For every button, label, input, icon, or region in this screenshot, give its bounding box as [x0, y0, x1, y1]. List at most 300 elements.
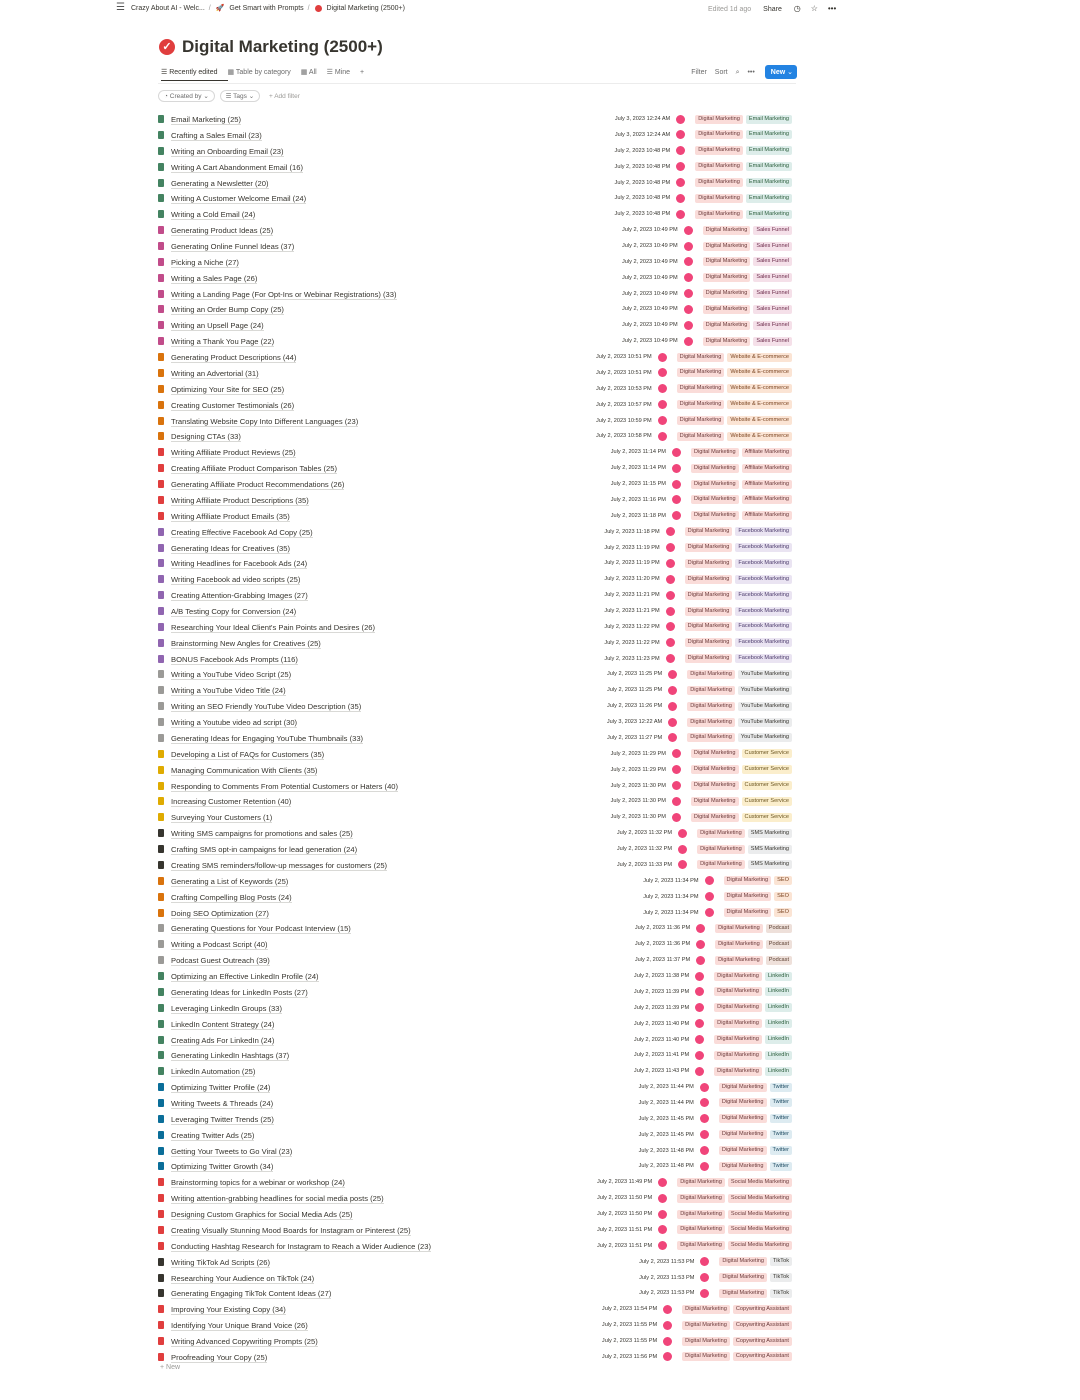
page-icon	[158, 623, 164, 631]
page-icon	[158, 1274, 164, 1282]
page-title-link[interactable]: Optimizing Twitter Profile (24)	[171, 1083, 271, 1093]
page-title-link[interactable]: Generating Ideas for LinkedIn Posts (27)	[171, 987, 308, 997]
page-title-link[interactable]: Writing a Landing Page (For Opt-Ins or Webinar Registrations) (33)	[171, 289, 397, 299]
page-title-link[interactable]: Picking a Niche (27)	[171, 257, 239, 267]
edited-date: July 2, 2023 11:49 PM	[596, 1179, 653, 1186]
edited-date: July 2, 2023 11:55 PM	[601, 1322, 658, 1329]
page-title-link[interactable]: Brainstorming topics for a webinar or workshop (24)	[171, 1178, 345, 1188]
page-title-link[interactable]: Writing an SEO Friendly YouTube Video Description (35)	[171, 702, 362, 712]
list-item[interactable]	[158, 287, 798, 302]
search-icon[interactable]: ⌕	[735, 69, 740, 76]
page-title-link[interactable]: Optimizing Twitter Growth (34)	[171, 1162, 274, 1172]
edited-date: July 2, 2023 11:18 PM	[604, 528, 660, 535]
list-item[interactable]	[158, 1223, 798, 1238]
page-title-link[interactable]: Writing an Onboarding Email (23)	[171, 146, 284, 156]
edited-date: July 2, 2023 11:32 PM	[616, 846, 673, 852]
list-item[interactable]	[158, 1318, 798, 1333]
clock-icon[interactable]: ◷	[793, 4, 801, 13]
category-tag: Podcast	[766, 956, 792, 965]
edited-date: July 2, 2023 11:54 PM	[601, 1306, 658, 1313]
list-item[interactable]	[158, 1048, 798, 1063]
page-title-link[interactable]: Email Marketing (25)	[171, 115, 242, 124]
avatar	[666, 638, 675, 647]
category-tag: Customer Service	[742, 797, 792, 806]
avatar	[672, 495, 681, 504]
edited-status: Edited 1d ago	[708, 6, 752, 13]
page-icon	[158, 528, 164, 536]
category-tag: Affiliate Marketing	[742, 448, 792, 457]
tab-all[interactable]	[301, 68, 317, 76]
list-item[interactable]	[158, 779, 798, 794]
tag-digital-marketing: Digital Marketing	[687, 718, 735, 727]
tag-digital-marketing: Digital Marketing	[724, 876, 772, 885]
list-item[interactable]	[158, 826, 798, 841]
page-icon	[158, 1289, 164, 1297]
page-title-link[interactable]: Podcast Guest Outreach (39)	[171, 956, 270, 966]
tag-digital-marketing: Digital Marketing	[719, 1257, 767, 1266]
page-icon	[158, 179, 164, 187]
page-title-link[interactable]: Writing an Advertorial (31)	[171, 368, 259, 378]
list-item[interactable]	[158, 985, 798, 1000]
page-title-link[interactable]: Increasing Customer Retention (40)	[171, 797, 292, 807]
edited-date: July 2, 2023 11:20 PM	[604, 576, 660, 583]
category-tag: Website & E-commerce	[727, 384, 792, 393]
category-tag: Customer Service	[742, 749, 792, 758]
list-item[interactable]	[158, 255, 798, 270]
page-title-link[interactable]: Researching Your Ideal Client's Pain Points and Desires (26)	[171, 622, 376, 632]
tag-digital-marketing: Digital Marketing	[714, 1051, 762, 1060]
category-tag: Facebook Marketing	[735, 527, 792, 536]
list-item[interactable]	[158, 1302, 798, 1317]
page-title-link[interactable]: Doing SEO Optimization (27)	[171, 908, 269, 918]
page-title-link[interactable]: BONUS Facebook Ads Prompts (116)	[171, 654, 298, 664]
page-title-link[interactable]: Writing Headlines for Facebook Ads (24)	[171, 559, 308, 569]
page-icon	[158, 1131, 164, 1139]
list-item[interactable]	[158, 239, 798, 254]
page-title-link[interactable]: Crafting SMS opt-in campaigns for lead generation (24)	[171, 845, 358, 854]
tag-digital-marketing: Digital Marketing	[677, 416, 725, 425]
list-item[interactable]	[158, 1001, 798, 1016]
page-icon	[158, 750, 164, 758]
list-item[interactable]	[158, 223, 798, 238]
page-title-link[interactable]: Creating Affiliate Product Comparison Tables (25)	[171, 464, 338, 474]
edited-date: July 3, 2023 12:24 AM	[614, 131, 671, 138]
tag-digital-marketing: Digital Marketing	[714, 1067, 762, 1076]
page-title-link[interactable]: Crafting a Sales Email (23)	[171, 130, 262, 140]
avatar	[676, 194, 685, 203]
list-item[interactable]	[158, 731, 798, 746]
page-title-link[interactable]: Improving Your Existing Copy (34)	[171, 1305, 286, 1315]
avatar	[672, 797, 681, 806]
page-title-link[interactable]: Designing Custom Graphics for Social Media Ads (25)	[171, 1210, 353, 1219]
list-item[interactable]	[158, 572, 798, 587]
tag-digital-marketing: Digital Marketing	[677, 1194, 725, 1203]
tag-digital-marketing: Digital Marketing	[682, 1337, 730, 1346]
page-title-link[interactable]: Writing a Sales Page (26)	[171, 273, 258, 283]
checkmark-badge-icon	[315, 5, 322, 12]
top-bar	[0, 0, 1080, 16]
tag-digital-marketing: Digital Marketing	[719, 1273, 767, 1282]
category-tag: Facebook Marketing	[735, 654, 792, 663]
page-icon	[158, 258, 164, 266]
avatar	[658, 1194, 667, 1203]
page-title-link[interactable]: Generating Affiliate Product Recommendations (26)	[171, 480, 345, 489]
category-tag: Facebook Marketing	[735, 559, 792, 568]
list-item[interactable]	[158, 874, 798, 889]
page-title-link[interactable]: Surveying Your Customers (1)	[171, 813, 273, 823]
page-title-link[interactable]: Generating Engaging TikTok Content Ideas (27)	[171, 1289, 332, 1299]
add-filter-button[interactable]: + Add filter	[268, 93, 300, 100]
page-title-link[interactable]: LinkedIn Automation (25)	[171, 1067, 256, 1077]
tags-filter[interactable]: ☰ Tags ⌄	[220, 90, 261, 102]
table-icon: ▦	[300, 69, 308, 76]
tag-digital-marketing: Digital Marketing	[677, 353, 725, 362]
list-item[interactable]	[158, 667, 798, 682]
category-tag: YouTube Marketing	[738, 718, 792, 727]
page-icon	[158, 686, 164, 694]
list-item[interactable]	[158, 1033, 798, 1048]
page-title-link[interactable]: Creating Twitter Ads (25)	[171, 1130, 255, 1140]
list-item[interactable]	[158, 1112, 798, 1127]
page-title-link[interactable]: Proofreading Your Copy (25)	[171, 1352, 268, 1362]
list-item[interactable]	[158, 334, 798, 349]
page-icon	[158, 909, 164, 917]
page-title-link[interactable]: Writing a YouTube Video Script (25)	[171, 670, 292, 680]
list-item[interactable]	[158, 461, 798, 476]
list-item[interactable]	[158, 794, 798, 809]
list-item[interactable]	[158, 398, 798, 413]
tag-digital-marketing: Digital Marketing	[691, 464, 739, 473]
tag-digital-marketing: Digital Marketing	[685, 591, 733, 600]
tab-mine[interactable]	[327, 68, 350, 76]
category-tag: Sales Funnel	[753, 321, 792, 330]
avatar	[663, 1305, 672, 1314]
filter-button[interactable]: Filter	[691, 69, 707, 76]
avatar	[705, 892, 714, 901]
chip-label: Tags	[233, 93, 247, 100]
list-item[interactable]	[158, 937, 798, 952]
tag-digital-marketing: Digital Marketing	[714, 1019, 762, 1028]
list-item[interactable]	[158, 715, 798, 730]
page-title-link[interactable]: Generating Product Descriptions (44)	[171, 353, 297, 362]
tag-digital-marketing: Digital Marketing	[697, 845, 745, 854]
edited-date: July 3, 2023 12:24 AM	[614, 116, 671, 122]
list-item[interactable]	[158, 1191, 798, 1206]
category-tag: YouTube Marketing	[738, 686, 792, 695]
sort-button[interactable]: Sort	[714, 69, 728, 76]
page-title-link[interactable]: Creating SMS reminders/follow-up messages for customers (25)	[171, 860, 388, 870]
list-item[interactable]	[158, 366, 798, 381]
list-item[interactable]	[158, 1175, 798, 1190]
page-icon	[158, 861, 164, 869]
list-item[interactable]	[158, 969, 798, 984]
list-item[interactable]	[158, 541, 798, 556]
list-item[interactable]	[158, 509, 798, 524]
list-item[interactable]	[158, 382, 798, 397]
tag-digital-marketing: Digital Marketing	[691, 813, 739, 822]
list-item[interactable]	[158, 429, 798, 444]
tag-digital-marketing: Digital Marketing	[719, 1130, 767, 1139]
page-icon	[158, 337, 164, 345]
tag-digital-marketing: Digital Marketing	[703, 257, 751, 266]
page-icon	[158, 607, 164, 615]
avatar	[700, 1130, 709, 1139]
list-item[interactable]	[158, 160, 798, 175]
page-title-link[interactable]: Generating LinkedIn Hashtags (37)	[171, 1051, 290, 1061]
tab-recently-edited[interactable]	[161, 68, 218, 76]
page-title-link[interactable]: Writing Tweets & Threads (24)	[171, 1098, 274, 1108]
edited-date: July 2, 2023 11:38 PM	[633, 973, 690, 979]
list-item[interactable]	[158, 747, 798, 762]
page-icon	[158, 432, 164, 440]
page-title-link[interactable]: Brainstorming New Angles for Creatives (25)	[171, 638, 321, 648]
edited-date: July 2, 2023 10:48 PM	[614, 163, 671, 170]
tab-table-by-category[interactable]	[227, 68, 290, 76]
page-title-link[interactable]: Writing Affiliate Product Descriptions (35)	[171, 495, 309, 505]
page-title-link[interactable]: Generating Questions for Your Podcast Interview (15)	[171, 924, 351, 934]
new-row-button[interactable]: + New	[160, 1364, 181, 1371]
page-title-link[interactable]: Writing a YouTube Video Title (24)	[171, 686, 286, 696]
list-item[interactable]	[158, 556, 798, 571]
page-title-link[interactable]: Conducting Hashtag Research for Instagram to Reach a Wider Audience (23)	[171, 1241, 432, 1251]
list-item[interactable]	[158, 1128, 798, 1143]
list-item[interactable]	[158, 144, 798, 159]
list-item[interactable]	[158, 525, 798, 540]
page-title-link[interactable]: Creating Visually Stunning Mood Boards for Instagram or Pinterest (25)	[171, 1225, 411, 1235]
list-item[interactable]	[158, 1334, 798, 1349]
list-item[interactable]	[158, 1255, 798, 1270]
avatar	[666, 607, 675, 616]
list-item[interactable]	[158, 620, 798, 635]
edited-date: July 2, 2023 11:56 PM	[601, 1353, 658, 1360]
avatar	[695, 1051, 704, 1060]
page-title-link[interactable]: Creating Ads For LinkedIn (24)	[171, 1035, 275, 1045]
page-icon	[158, 1083, 164, 1091]
page-title-link[interactable]: Optimizing Your Site for SEO (25)	[171, 384, 285, 394]
menu-icon[interactable]: ☰	[116, 2, 125, 13]
page-title-link[interactable]: Writing a Thank You Page (22)	[171, 337, 275, 347]
list-item[interactable]	[158, 1096, 798, 1111]
breadcrumb-item-prompts[interactable]: Get Smart with Prompts	[229, 5, 304, 12]
list-item[interactable]	[158, 318, 798, 333]
list-item[interactable]	[158, 1271, 798, 1286]
list-item[interactable]	[158, 858, 798, 873]
page-title-link[interactable]: Writing A Customer Welcome Email (24)	[171, 194, 307, 204]
tag-digital-marketing: Digital Marketing	[677, 1241, 725, 1250]
share-button[interactable]: Share	[763, 6, 782, 13]
page-title-link[interactable]: Managing Communication With Clients (35)	[171, 765, 318, 775]
page-title-link[interactable]: Generating a List of Keywords (25)	[171, 876, 289, 886]
list-item[interactable]	[158, 302, 798, 317]
list-item[interactable]	[158, 953, 798, 968]
page-title-link[interactable]: Generating Ideas for Creatives (35)	[171, 543, 291, 553]
page-title-link[interactable]: Identifying Your Unique Brand Voice (26)	[171, 1321, 308, 1331]
breadcrumb-separator: /	[208, 5, 211, 12]
more-icon[interactable]: •••	[747, 69, 755, 76]
page-title-link[interactable]: Generating Online Funnel Ideas (37)	[171, 242, 295, 251]
page-title: Digital Marketing (2500+)	[182, 37, 383, 56]
tag-digital-marketing: Digital Marketing	[719, 1289, 767, 1298]
category-tag: Email Marketing	[746, 115, 792, 124]
page-title-link[interactable]: Crafting Compelling Blog Posts (24)	[171, 892, 292, 902]
list-item[interactable]	[158, 1350, 798, 1365]
page-icon	[158, 559, 164, 567]
tag-digital-marketing: Digital Marketing	[677, 1210, 725, 1219]
page-icon	[158, 385, 164, 393]
page-title-link[interactable]: A/B Testing Copy for Conversion (24)	[171, 607, 297, 616]
page-title-link[interactable]: Writing Affiliate Product Emails (35)	[171, 511, 290, 521]
new-button[interactable]	[765, 65, 797, 79]
category-tag: YouTube Marketing	[738, 670, 792, 679]
page-icon	[158, 845, 164, 853]
more-icon[interactable]: •••	[827, 4, 837, 13]
list-icon: ☰	[326, 69, 333, 76]
avatar	[678, 829, 687, 838]
add-view-icon[interactable]: +	[360, 69, 365, 76]
page-title-link[interactable]: Writing Facebook ad video scripts (25)	[171, 575, 301, 585]
edited-date: July 2, 2023 11:21 PM	[604, 592, 660, 599]
avatar	[678, 860, 687, 869]
breadcrumb-item-current[interactable]: Digital Marketing (2500+)	[326, 5, 405, 12]
list-item[interactable]	[158, 477, 798, 492]
page-title-link[interactable]: Writing SMS campaigns for promotions and sales (25)	[171, 829, 353, 839]
avatar	[695, 1003, 704, 1012]
edited-date: July 2, 2023 10:49 PM	[622, 306, 678, 313]
list-item[interactable]	[158, 414, 798, 429]
breadcrumb-item-home[interactable]: Crazy About AI - Welc...	[131, 5, 205, 12]
star-icon[interactable]: ☆	[810, 4, 818, 13]
page-title-link[interactable]: Responding to Comments From Potential Customers or Haters (40)	[171, 781, 399, 791]
avatar	[668, 733, 677, 742]
list-item[interactable]	[158, 176, 798, 191]
avatar	[676, 210, 685, 219]
tag-digital-marketing: Digital Marketing	[687, 686, 735, 695]
list-item[interactable]	[158, 588, 798, 603]
avatar	[700, 1098, 709, 1107]
list-item[interactable]	[158, 1017, 798, 1032]
category-tag: Social Media Marketing	[728, 1210, 792, 1219]
list-item[interactable]	[158, 1064, 798, 1079]
page-title-link[interactable]: Creating Effective Facebook Ad Copy (25)	[171, 527, 313, 537]
edited-date: July 2, 2023 11:45 PM	[638, 1115, 694, 1122]
created-by-filter[interactable]: ◔ Created by ⌄	[158, 90, 215, 102]
list-item[interactable]	[158, 1159, 798, 1174]
page-title-link[interactable]: Writing TikTok Ad Scripts (26)	[171, 1257, 271, 1267]
page-title-link[interactable]: Creating Attention-Grabbing Images (27)	[171, 591, 308, 601]
page-icon	[158, 131, 164, 139]
list-item[interactable]	[158, 1207, 798, 1222]
list-item[interactable]	[158, 921, 798, 936]
list-item[interactable]	[158, 445, 798, 460]
page-title-link[interactable]: LinkedIn Content Strategy (24)	[171, 1019, 275, 1029]
page-title-link[interactable]: Developing a List of FAQs for Customers (35)	[171, 749, 325, 759]
edited-date: July 2, 2023 11:21 PM	[604, 608, 660, 614]
page-title-link[interactable]: Writing an Upsell Page (24)	[171, 321, 264, 331]
page-title-link[interactable]: Leveraging Twitter Trends (25)	[171, 1114, 274, 1124]
list-item[interactable]	[158, 271, 798, 286]
list-item[interactable]	[158, 636, 798, 651]
list-item[interactable]	[158, 1144, 798, 1159]
avatar	[658, 1225, 667, 1234]
list-item[interactable]	[158, 906, 798, 921]
list-item[interactable]	[158, 350, 798, 365]
list-item[interactable]	[158, 699, 798, 714]
page-title-link[interactable]: Writing A Cart Abandonment Email (16)	[171, 162, 303, 172]
tag-digital-marketing: Digital Marketing	[677, 432, 725, 441]
tab-label: Recently edited	[169, 69, 218, 76]
edited-date: July 2, 2023 10:48 PM	[614, 179, 671, 186]
tag-digital-marketing: Digital Marketing	[685, 622, 733, 631]
tag-digital-marketing: Digital Marketing	[695, 115, 743, 124]
tag-digital-marketing: Digital Marketing	[677, 400, 725, 409]
page-title-link[interactable]: Writing Affiliate Product Reviews (25)	[171, 448, 296, 458]
list-item[interactable]	[158, 810, 798, 825]
page-icon	[158, 718, 164, 726]
avatar	[684, 273, 693, 282]
list-item[interactable]	[158, 493, 798, 508]
list-item[interactable]	[158, 683, 798, 698]
chevron-down-icon[interactable]: ⌄	[787, 69, 793, 76]
edited-date: July 2, 2023 11:14 PM	[610, 465, 666, 472]
list-item[interactable]	[158, 652, 798, 667]
list-icon: ☰	[225, 93, 232, 100]
page-title-link[interactable]: Designing CTAs (33)	[171, 432, 241, 442]
page-title-link[interactable]: Translating Website Copy Into Different Languages (23)	[171, 416, 359, 426]
list-item[interactable]	[158, 128, 798, 143]
list-item[interactable]	[158, 604, 798, 619]
page-title-link[interactable]: Writing Advanced Copywriting Prompts (25)	[171, 1337, 318, 1346]
page-title-link[interactable]: Writing a Podcast Script (40)	[171, 940, 268, 950]
avatar	[668, 670, 677, 679]
list-item[interactable]	[158, 763, 798, 778]
page-title-link[interactable]: Writing an Order Bump Copy (25)	[171, 305, 284, 315]
page-title-link[interactable]: Writing a Cold Email (24)	[171, 210, 256, 220]
list-item[interactable]	[158, 890, 798, 905]
tag-digital-marketing: Digital Marketing	[691, 511, 739, 520]
list-item[interactable]	[158, 112, 798, 127]
breadcrumb-separator: /	[307, 5, 310, 12]
avatar	[666, 559, 675, 568]
edited-date: July 2, 2023 10:51 PM	[596, 354, 652, 360]
tag-digital-marketing: Digital Marketing	[687, 670, 735, 679]
page-title-link[interactable]: Generating Product Ideas (25)	[171, 226, 274, 236]
list-item[interactable]	[158, 191, 798, 206]
list-item[interactable]	[158, 207, 798, 222]
edited-date: July 2, 2023 11:48 PM	[638, 1163, 694, 1170]
page-title-link[interactable]: Researching Your Audience on TikTok (24)	[171, 1273, 315, 1283]
avatar	[700, 1083, 709, 1092]
list-item[interactable]	[158, 842, 798, 857]
page-title-link[interactable]: Writing a Youtube video ad script (30)	[171, 718, 298, 728]
page-title-link[interactable]: Leveraging LinkedIn Groups (33)	[171, 1003, 283, 1013]
tag-digital-marketing: Digital Marketing	[719, 1083, 767, 1092]
list-item[interactable]	[158, 1239, 798, 1254]
page-title-link[interactable]: Creating Customer Testimonials (26)	[171, 400, 295, 410]
edited-date: July 2, 2023 11:39 PM	[633, 988, 690, 995]
edited-date: July 2, 2023 10:53 PM	[596, 385, 652, 392]
list-item[interactable]	[158, 1080, 798, 1095]
page-title-link[interactable]: Optimizing an Effective LinkedIn Profile (24)	[171, 972, 319, 981]
tag-digital-marketing: Digital Marketing	[685, 543, 733, 552]
list-item[interactable]	[158, 1286, 798, 1301]
tag-digital-marketing: Digital Marketing	[714, 1003, 762, 1012]
page-title-link[interactable]: Generating Ideas for Engaging YouTube Thumbnails (33)	[171, 733, 364, 743]
page-title-link[interactable]: Writing attention-grabbing headlines for social media posts (25)	[171, 1194, 384, 1204]
page-title-link[interactable]: Generating a Newsletter (20)	[171, 178, 269, 188]
tag-digital-marketing: Digital Marketing	[703, 289, 751, 298]
page-title-link[interactable]: Getting Your Tweets to Go Viral (23)	[171, 1146, 293, 1156]
category-tag: Facebook Marketing	[735, 638, 792, 647]
